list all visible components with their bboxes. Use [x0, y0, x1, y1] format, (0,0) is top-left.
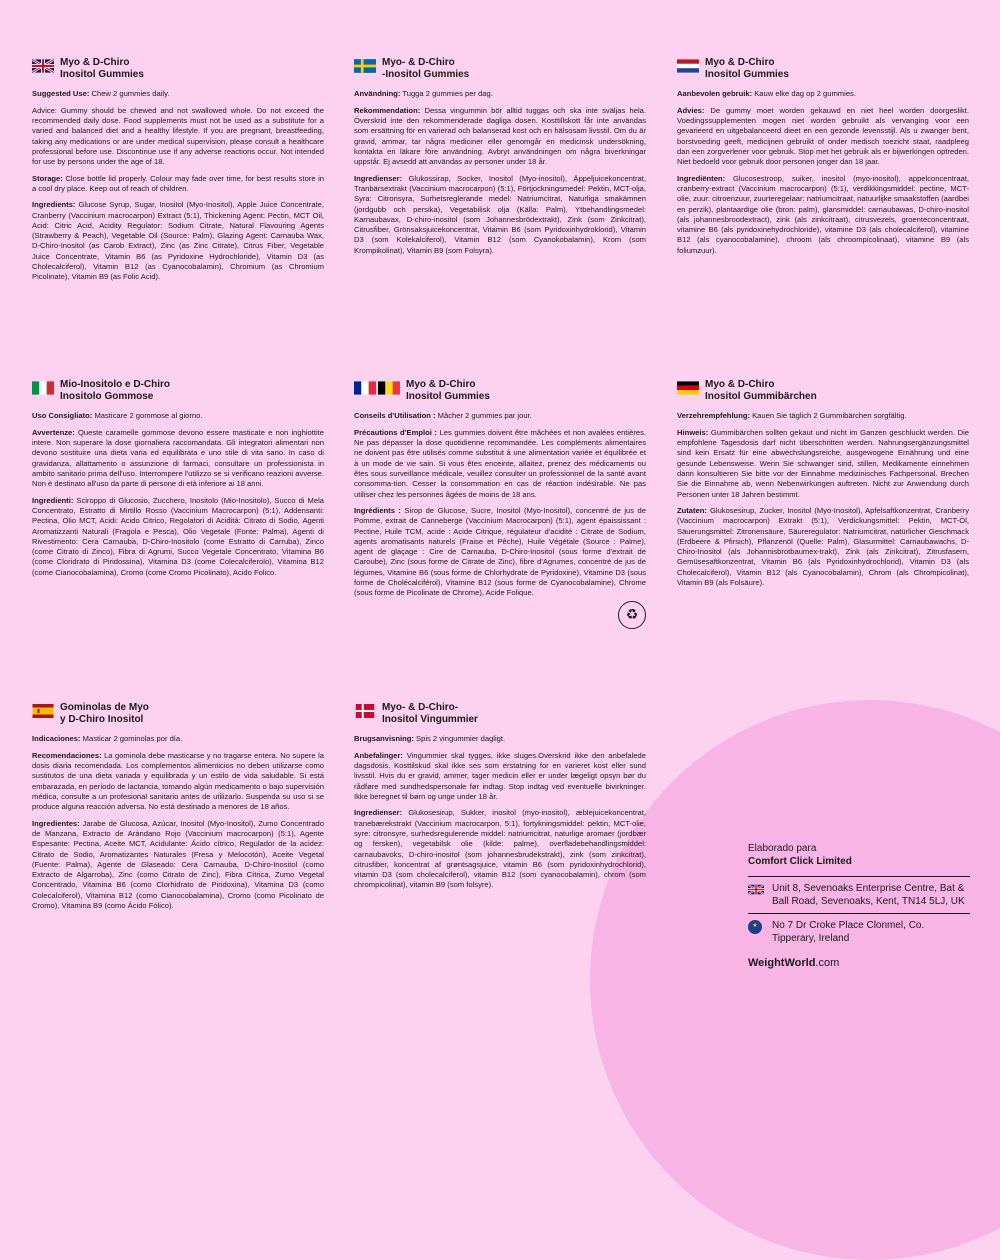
section-english	[32, 57, 324, 289]
section-danish	[354, 702, 646, 897]
section-italian	[32, 379, 324, 584]
france-flag-icon	[354, 381, 376, 395]
ingredients-text: Ingredienser: Glukosesirup, Sukker, inositol (myo-inositol), æblejuicekoncentrat, tranebærekstrakt (Vaccinium macrocarpon, 5:1), fortykningsmiddel: pektin, MCT-olie, syre: citronsyre, surhedsregulerende middel: natriumcitrat, naturlige aromaer (jordbær og fersken), vegetabilsk olie (kilde: palme), overfladebehandlingsmiddel: carnaubavoks, D-chiro-inositol (som johannesbrudekstrakt), zink (som zinkcitrat), citrusfiber, koncentrat af grøntsagsjuice, vitamin B6 (som pyridoxinhydrochlorid), vitamin D3 (som cholecalciferol), vitamin B12 (som cyanocobalamin), chrom (som chrompicolinat), vitamin B9 (som folsyre).	[354, 808, 646, 890]
advice-text: Recomendaciones: La gominola debe masticarse y no tragarse entera. No supere la dosis diaria recomendada. Los complementos alimenticios no deben utilizarse como sustitutos de una dieta variada y equilibrada y un estilo de vida saludable. Si está embarazada, en período de lactancia, tomando algún medicamento o bajo supervisión médica, consulte a un profesional sanitario antes de utilizarlo. Suspenda su uso si se produce alguna reacción adversa. No está destinado a menores de 18 años.	[32, 750, 324, 812]
section-spanish	[32, 702, 324, 917]
denmark-flag-icon	[354, 704, 376, 718]
advice-text: Anbefalinger: Vingummier skal tygges, ikke sluges.Overskrid ikke den anbefalede dagsdosis. Kosttilskud skal ikke ses som erstatning for en varieret kost eller sund livsstil. Hvis du er gravid, ammer, tager medicin eller er under lægeligt opsyn bør du rådføre med sundhedspersonale før indtag. Stop indtag ved eventuelle bivirkninger. Ikke beregnet til børn og unge under 18 år.	[354, 750, 646, 801]
section-dutch	[677, 57, 969, 262]
usage-text: Suggested Use: Chew 2 gummies daily.	[32, 89, 170, 99]
made-for-label: Elaborado para	[748, 843, 817, 854]
advice-text: Advice: Gummy should be chewed and not swallowed whole. Do not exceed the recommended daily dose. Food supplements must not be used as a substitute for a varied and balanced diet and a healthy lifestyle. If you are pregnant, breastfeeding, taking any medications or are under medical supervision, please consult a healthcare professional before use. Discontinue use if any adverse reactions occur. Not intended for use by persons under the age of 18.	[32, 105, 324, 167]
uk-flag-icon	[32, 59, 54, 73]
decorative-circle	[590, 700, 1000, 1260]
advice-text: Rekommendation: Dessa vingummin bör alltid tuggas och ska inte sväljas hela. Överskrid inte den rekommenderade dagliga dosen. Kosttillskott får inte användas som ersättning för en varierad och balanserad kost och en hälsosam livsstil. Om du är gravid, ammar, tar några mediciner eller genomgår en medicinsk undersökning, kontakta en läkare före användning. Avbryt användningen om några biverkningar uppstår. Ej avsedd att användas av personer under 18 år.	[354, 105, 646, 167]
usage-text: Indicaciones: Masticar 2 gominolas por día.	[32, 734, 183, 744]
advice-text: Avvertenze: Queste caramelle gommose devono essere masticate e non inghiottite intere. Non superare la dose giornaliera raccomandata. Gli integratori alimentari non devono sostituire una dieta varia ed equilibrata e uno stile di vita sano. In caso di gravidanza, allattamento o assunzione di farmaci, consultare un professionista in ambito sanitario prima dell'uso. Interrompere l'utilizzo se si verificano reazioni avverse. Non è destinato all'uso da parte di persone di età inferiore ai 18 anni.	[32, 427, 324, 489]
belgium-flag-icon	[378, 381, 400, 395]
ie-address: No 7 Dr Croke Place Clonmel, Co. Tipperary, Ireland	[772, 920, 925, 944]
triman-recycling-icon: ♻	[618, 601, 646, 629]
section-title: Myo- & D-Chiro -Inositol Gummies	[382, 57, 470, 81]
company-name: Comfort Click Limited	[748, 856, 852, 867]
ingredients-text: Ingrediënten: Glucosestroop, suiker, inositol (myo-inositol), appelconcentraat, cranberry-extract (Vaccinium macrocarpon) (5:1), verdikkingsmiddel: pectine, MCT-olie, zuur: citroenzuur, zuurteregelaar: natriumcitraat, natuurlijke smaakstoffen (aardbei en perzik), plantaardige olie (bron: palm), glansmiddel: carnaubawas, D-chiro-inositol (als johannesbroodextract), zink (als zinkcitraat), citrusvezels, groenteconcentraat, vitamine B6 (als pyridoxinehydrochloride), vitamine D3 (als cholecalciferol), vitamine B12 (als cyanocobalamine), chroom (als chroompicolinaat), vitamine B9 (als foliumzuur).	[677, 173, 969, 255]
advice-text: Hinweis: Gummibärchen sollten gekaut und nicht im Ganzen geschluckt werden. Die empfohlene Tagesdosis darf nicht überschritten werden. Nahrungsergänzungsmittel sind kein Ersatz für eine abwechslungsreiche, ausgewogene Ernährung und eine gesunde Lebensweise. Wenn Sie schwanger sind, stillen, Medikamente einnehmen dann konsultieren Sie bitte vor der Einnahme medizinisches Fachpersonal. Brechen Sie die Einnahme ab, wenn Nebenwirkungen auftreten. Nicht zur Anwendung durch Personen unter 18 Jahren bestimmt.	[677, 427, 969, 499]
ingredients-text: Ingredienser: Glukossirap, Socker, Inositol (Myo-inositol), Äppeljuicekoncentrat, Tranbärsextrakt (Vaccinium macrocarpon) (5:1), Förtjockningsmedel: Pektin, MCT-olja, Syra: Citronsyra, Surhetsreglerande medel: Natriumcitrat, Naturliga smakämnen (jordgubb och persika), Vegetabilisk olja (Källa: Palm), Ytbehandlingsmedel: Karnaubavax, D-chiro-inositol (som Johannesbrödextrakt), Zink (som Zinkcitrat), Citrusfiber, Grönsaksjuicekoncentrat, Vitamin B6 (som Pyridoxinhydroklorid), Vitamin D3 (som Kolekalciferol), Vitamin B12 (som Cyanokobalamin), Krom (som Krompikolinat), Vitamin B9 (som Folsyra).	[354, 173, 646, 255]
usage-text: Brugsanvisning: Spis 2 vingummier dagligt.	[354, 734, 506, 744]
ie-address-row	[748, 913, 970, 950]
germany-flag-icon	[677, 381, 699, 395]
manufacturer-address	[748, 842, 970, 970]
section-title: Myo & D-Chiro Inositol Gummies	[60, 57, 144, 81]
netherlands-flag-icon	[677, 59, 699, 73]
section-title: Myo & D-Chiro Inositol Gummibärchen	[705, 379, 817, 403]
storage-text: Storage: Close bottle lid properly. Colour may fade over time, for best results store in a cool dry place. Keep out of reach of children.	[32, 173, 324, 193]
section-german	[677, 379, 969, 594]
uk-flag-icon	[748, 884, 764, 895]
ingredients-text: Ingredientes: Jarabe de Glucosa, Azúcar, Inositol (Myo-Inositol), Zumo Concentrado de Manzana, Extracto de Arándano Rojo (Vaccinium macrocarpon) (5:1), Agente Espesante: Pectina, Aceite MCT, Acidulante: Ácido cítrico, Regulador de la acidez: Citrato de Sodio, Aromatizantes Naturales (Fresa y Melocotón), Aceite Vegetal (Fuente: Palma), Agente de Glaseado: Cera Carnauba, D-Chiro-Inositol (como Extracto de Algarroba), Zinc (como Citrato de Zinc), Fibra Cítrica, Zumo Vegetal Concentrado, Vitamina B6 (como Clorhidrato de Piridoxina), Vitamina D3 (como Colecalciferol), Vitamina B12 (como Cianocobalamina), Cromo (como Picolinato de Cromo), Vitamina B9 (como Ácido Fólico).	[32, 818, 324, 911]
ingredients-text: Ingrédients : Sirop de Glucose, Sucre, Inositol (Myo-Inositol), concentré de jus de Pomme, extrait de Canneberge (Vaccinium Macrocarpon) (5:1), agent épaississant : Pectine, Huile TCM, acide : Acide Citrique, régulateur d'acidité : Citrate de Sodium, agents aromatisants naturels (Fraise et Pêche), Huile Végétale (Source : Palme), agent de glaçage : Cire de Carnauba, D-Chiro-Inositol (sous forme d'extrait de Caroube), Zinc (sous forme de Citrate de Zinc), fibre d'Agrumes, concentré de jus de légumes, Vitamine B6 (sous forme de Chlorhydrate de Pyridoxine), Vitamine D3 (sous forme de Cholécalciférol), Vitamine B12 (sous forme de Cyanocobalamine), Chrome (sous forme de Picolinate de Chrome), Acide Folique.	[354, 505, 646, 598]
spain-flag-icon	[32, 704, 54, 718]
section-title: Myo & D-Chiro Inositol Gummies	[406, 379, 490, 403]
uk-address: Unit 8, Sevenoaks Enterprise Centre, Bat & Ball Road, Sevenoaks, Kent, TN14 5LJ, UK	[772, 883, 965, 907]
uk-address-row	[748, 876, 970, 913]
website: WeightWorld.com	[748, 957, 840, 969]
section-french	[354, 379, 646, 629]
usage-text: Användning: Tugga 2 gummies per dag.	[354, 89, 493, 99]
usage-text: Verzehrempfehlung: Kauen Sie täglich 2 Gummibärchen sorgfältig.	[677, 411, 907, 421]
section-swedish	[354, 57, 646, 262]
section-title: Myo- & D-Chiro- Inositol Vingummier	[382, 702, 478, 726]
usage-text: Aanbevolen gebruik: Kauw elke dag op 2 gummies.	[677, 89, 856, 99]
ingredients-text: Ingredienti: Sciroppo di Glucosio, Zucchero, Inositolo (Mio-Inositolo), Succo di Mela Concentrato, Estratto di Mirtillo Rosso (Vaccinium Macrocarpon) (5:1), Addensanti: Pectina, Olio MCT, Acidi: Acido Citrico, Regolatori di Acidità: Citrato di Sodio, Agenti Aromatizzanti Naturali (Fragola e Pesca), Olio Vegetale (Fonte: Palma), Agenti di Rivestimento: Cera Carnauba, D-Chiro-Inositolo (come Estratto di Carruba), Zinco (come Citrato di Zinco), Fibra di Agrumi, Succo Vegetale Concentrato, Vitamina B6 (come Cloridrato di Piridossina), Vitamina D3 (come Colecalciferolo), Vitamina B12 (come Cianocobalamina), Cromo (come Cromo Picolinato), Acido Folico.	[32, 495, 324, 577]
eu-flag-icon: ★	[748, 920, 762, 934]
ingredients-text: Zutaten: Glukosesirup, Zucker, Inositol (Myo-Inositol), Apfelsaftkonzentrat, Cranberry (Vaccinium macrocarpon) Extrakt (5:1), Verdickungsmittel: Pektin, MCT-Öl, Säuerungsmittel: Zitronensäure, Säureregulator: Natriumcitrat, natürlicher Geschmack (Erdbeere & Pfirsich), Pflanzenöl (Quelle: Palm), Glasurmittel: Carnaubawachs, D-Chiro-Inositol (als Johannisbrotbaumex-trakt), Zink (als Zinkcitrat), Zitrusfasern, Gemüsesaftkonzentrat, Vitamin B6 (als Pyridoxinhydrochlorid), Vitamin D3 (als Cholecalciferol), Vitamin B12 (als Cyanocobalamin), Chrom (als Chrompicolinat), Vitamin B9 (als Folsäure).	[677, 505, 969, 588]
ingredients-text: Ingredients: Glucose Syrup, Sugar, Inositol (Myo-Inositol), Apple Juice Concentrate, Cranberry (Vaccinium macrocarpon) Extract (5:1), Thickening Agent: Pectin, MCT Oil, Acid: Citric Acid, Acidity Regulator: Sodium Citrate, Natural Flavouring Agents (Strawberry & Peach), Vegetable Oil (Source: Palm), Glazing Agent: Carnauba Wax, D-Chiro-Inositol (as Carob Extract), Zinc (as Zinc Citrate), Citrus Fiber, Vegetable Juice Concentrate, Vitamin B6 (as Pyridoxine Hydrochloride), Vitamin D3 (as Cholecalciferol), Vitamin B12 (as Cyanocobalamin), Chromium (as Chromium Picolinate), Vitamin B9 (as Folic Acid).	[32, 200, 324, 282]
usage-text: Conseils d'Utilisation : Mâcher 2 gummies par jour.	[354, 411, 532, 421]
usage-text: Uso Consigliato: Masticare 2 gommose al giorno.	[32, 411, 203, 421]
section-title: Gominolas de Myo y D-Chiro Inositol	[60, 702, 149, 726]
advice-text: Advies: De gummy moet worden gekauwd en niet heel worden doorgeslikt. Voedingssupplementen mogen niet worden gebruikt als vervanging voor een gevarieerd en uitgebalanceerd dieet en een gezonde levensstijl. Als u zwanger bent, borstvoeding geeft, medicijnen gebruikt of onder medisch toezicht staat, raadpleeg dan een zorgverlener voor gebruik. Stop met het gebruik als er bijwerkingen optreden. Niet bedoeld voor gebruik door personen jonger dan 18 jaar.	[677, 105, 969, 167]
italy-flag-icon	[32, 381, 54, 395]
advice-text: Précautions d'Emploi : Les gummies doivent être mâchées et non avalées entières. Ne pas dépasser la dose quotidienne recommandée. Les compléments alimentaires ne doivent pas être utilisés comme substitut à une alimentation variée et équilibrée et à un mode de vie sain. Si vous êtes enceinte, allaitez, prenez des médicaments ou êtes sous surveillance médicale, veuillez consulter un professionnel de la santé avant consomma-tion. Cesser la consommation en cas de réaction indésirable. Ne pas utiliser chez les personnes âgées de moins de 18 ans.	[354, 427, 646, 499]
section-title: Myo & D-Chiro Inositol Gummies	[705, 57, 789, 81]
sweden-flag-icon	[354, 59, 376, 73]
section-title: Mio-Inositolo e D-Chiro Inositolo Gommose	[60, 379, 170, 403]
